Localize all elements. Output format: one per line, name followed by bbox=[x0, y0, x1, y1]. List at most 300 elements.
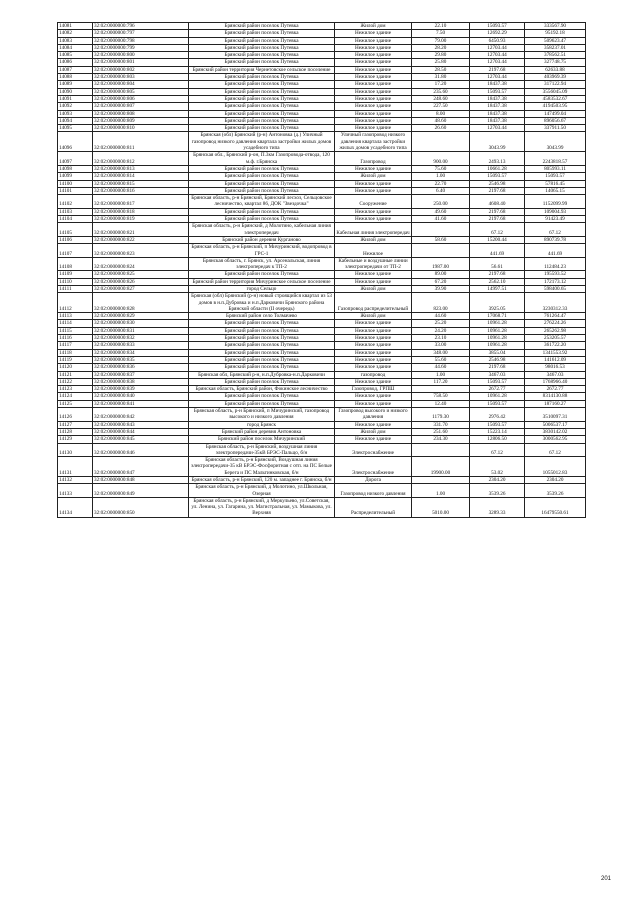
row-number-cell: 14084 bbox=[58, 44, 93, 51]
object-type-cell: Нежилое здание bbox=[335, 378, 412, 385]
cadastral-value-cell: 4194503.95 bbox=[525, 103, 586, 110]
area-cell: 227.50 bbox=[412, 103, 470, 110]
specific-value-cell: 18437.38 bbox=[470, 117, 525, 124]
row-number-cell: 14107 bbox=[58, 244, 93, 258]
area-cell: 49.60 bbox=[412, 208, 470, 215]
table-row bbox=[58, 443, 586, 457]
cadastral-number-cell: 32:02:0000000:829 bbox=[93, 313, 189, 320]
cadastral-number-cell: 32:02:0000000:817 bbox=[93, 195, 189, 209]
specific-value-cell: 12703.44 bbox=[470, 74, 525, 81]
object-type-cell: Электроснабжение bbox=[335, 457, 412, 477]
area-cell bbox=[412, 244, 470, 258]
area-cell: 235.60 bbox=[412, 88, 470, 95]
specific-value-cell: 2197.68 bbox=[470, 66, 525, 73]
area-cell: 251.60 bbox=[412, 428, 470, 435]
cadastral-value-cell: 253205.57 bbox=[525, 335, 586, 342]
specific-value-cell: 10961.28 bbox=[470, 335, 525, 342]
cadastral-value-cell: 361722.20 bbox=[525, 342, 586, 349]
specific-value-cell: 53.02 bbox=[470, 457, 525, 477]
area-cell: 900.00 bbox=[412, 152, 470, 166]
area-cell: 28.50 bbox=[412, 66, 470, 73]
row-number-cell: 14122 bbox=[58, 378, 93, 385]
table-row bbox=[58, 236, 586, 243]
cadastral-value-cell: 67.12 bbox=[525, 223, 586, 237]
specific-value-cell: 2197.68 bbox=[470, 187, 525, 194]
object-type-cell: Нежилое здание bbox=[335, 342, 412, 349]
address-cell: Брянский район территория Чернетовское сельское поселение bbox=[189, 66, 335, 73]
table-row bbox=[58, 271, 586, 278]
address-cell: Брянский район деревня Курганово bbox=[189, 236, 335, 243]
specific-value-cell: 15093.57 bbox=[470, 88, 525, 95]
object-type-cell: Нежилое здание bbox=[335, 125, 412, 132]
address-cell: Брянский район поселок Путевка bbox=[189, 44, 335, 51]
object-type-cell: Нежилое здание bbox=[335, 180, 412, 187]
table-row bbox=[58, 408, 586, 422]
cadastral-value-cell: 62633.88 bbox=[525, 66, 586, 73]
specific-value-cell: 2493.13 bbox=[470, 152, 525, 166]
row-number-cell: 14083 bbox=[58, 37, 93, 44]
row-number-cell: 14093 bbox=[58, 110, 93, 117]
address-cell: город Сельцо bbox=[189, 285, 335, 292]
address-cell: Брянский район поселок Путевка bbox=[189, 30, 335, 37]
object-type-cell: Нежилое здание bbox=[335, 66, 412, 73]
row-number-cell: 14118 bbox=[58, 349, 93, 356]
cadastral-number-cell: 32:02:0000000:814 bbox=[93, 173, 189, 180]
cadastral-number-cell: 32:02:0000000:839 bbox=[93, 386, 189, 393]
table-row bbox=[58, 342, 586, 349]
area-cell: 331.70 bbox=[412, 421, 470, 428]
object-type-cell: Газопровод низкого давления bbox=[335, 484, 412, 498]
address-cell: Брянский район поселок Путевка bbox=[189, 37, 335, 44]
address-cell: Брянская область, р-н Брянский, п Мичуринский, водопровод в ГРС-1 bbox=[189, 244, 335, 258]
table-body bbox=[58, 23, 586, 518]
table-row bbox=[58, 421, 586, 428]
row-number-cell: 14098 bbox=[58, 165, 93, 172]
area-cell bbox=[412, 443, 470, 457]
cadastral-number-cell: 32:02:0000000:832 bbox=[93, 335, 189, 342]
specific-value-cell: 10961.28 bbox=[470, 327, 525, 334]
object-type-cell: Нежилое здание bbox=[335, 165, 412, 172]
address-cell: Брянская область, р-н Брянский, д Меркульево, ул.Советская, ул. Ленина, ул. Гагарина, ул. Магистральная, ул. Мамыкова, ул. Верхняя bbox=[189, 497, 335, 517]
cadastral-value-cell: 403969.39 bbox=[525, 74, 586, 81]
cadastral-number-cell: 32:02:0000000:796 bbox=[93, 23, 189, 30]
cadastral-number-cell: 32:02:0000000:803 bbox=[93, 74, 189, 81]
address-cell: Брянский район поселок Путевка bbox=[189, 103, 335, 110]
cadastral-number-cell: 32:02:0000000:799 bbox=[93, 44, 189, 51]
area-cell: 25.20 bbox=[412, 320, 470, 327]
table-row bbox=[58, 132, 586, 152]
cadastral-value-cell: 327748.75 bbox=[525, 59, 586, 66]
cadastral-value-cell: 317122.94 bbox=[525, 81, 586, 88]
row-number-cell: 14116 bbox=[58, 335, 93, 342]
cadastral-value-cell: 16479550.61 bbox=[525, 497, 586, 517]
specific-value-cell: 3467.03 bbox=[470, 371, 525, 378]
specific-value-cell: 2546.98 bbox=[470, 356, 525, 363]
table-row bbox=[58, 223, 586, 237]
specific-value-cell: 2197.68 bbox=[470, 271, 525, 278]
specific-value-cell: 14997.51 bbox=[470, 285, 525, 292]
area-cell: 6.40 bbox=[412, 187, 470, 194]
address-cell: Брянский район поселок Путевка bbox=[189, 59, 335, 66]
cadastral-number-cell: 32:02:0000000:837 bbox=[93, 371, 189, 378]
address-cell: Брянский район территория Мичуринское сельское поселение bbox=[189, 278, 335, 285]
cadastral-value-cell: 2672.77 bbox=[525, 386, 586, 393]
table-row bbox=[58, 37, 586, 44]
specific-value-cell: 12703.44 bbox=[470, 44, 525, 51]
specific-value-cell: 4608.40 bbox=[470, 195, 525, 209]
cadastral-value-cell: 147499.04 bbox=[525, 110, 586, 117]
object-type-cell: Уличный газопровод низкого давления квартала застройки жилых домов усадебного типа bbox=[335, 132, 412, 152]
specific-value-cell: 2304.20 bbox=[470, 477, 525, 484]
row-number-cell: 14123 bbox=[58, 386, 93, 393]
object-type-cell: Нежилое здание bbox=[335, 117, 412, 124]
object-type-cell: Жилой дом bbox=[335, 313, 412, 320]
cadastral-number-cell: 32:02:0000000:833 bbox=[93, 342, 189, 349]
table-row bbox=[58, 244, 586, 258]
table-row bbox=[58, 477, 586, 484]
row-number-cell: 14128 bbox=[58, 428, 93, 435]
cadastral-number-cell: 32:02:0000000:850 bbox=[93, 497, 189, 517]
cadastral-value-cell: 3510097.31 bbox=[525, 408, 586, 422]
area-cell bbox=[412, 386, 470, 393]
table-row bbox=[58, 52, 586, 59]
specific-value-cell: 6450.93 bbox=[470, 37, 525, 44]
row-number-cell: 14089 bbox=[58, 81, 93, 88]
row-number-cell: 14097 bbox=[58, 152, 93, 166]
object-type-cell: Нежилое bbox=[335, 244, 412, 258]
address-cell: Брянская область, р-н Брянский, д Молотино, кабельная линия электропередач bbox=[189, 223, 335, 237]
table-row bbox=[58, 187, 586, 194]
row-number-cell: 14127 bbox=[58, 421, 93, 428]
cadastral-number-cell: 32:02:0000000:805 bbox=[93, 88, 189, 95]
cadastral-number-cell: 32:02:0000000:830 bbox=[93, 320, 189, 327]
address-cell: Брянская область, р-н Брянский, воздушная линия электропередачи-35кВ БРЭС-Пальцо, б/н bbox=[189, 443, 335, 457]
area-cell: 19900.00 bbox=[412, 457, 470, 477]
object-type-cell: Нежилое здание bbox=[335, 278, 412, 285]
address-cell: Брянский район поселок Путевка bbox=[189, 216, 335, 223]
table-row bbox=[58, 257, 586, 271]
area-cell: 24.20 bbox=[412, 327, 470, 334]
specific-value-cell: 15093.57 bbox=[470, 421, 525, 428]
object-type-cell: Нежилое здание bbox=[335, 208, 412, 215]
row-number-cell: 14094 bbox=[58, 117, 93, 124]
specific-value-cell: 12806.50 bbox=[470, 436, 525, 443]
row-number-cell: 14087 bbox=[58, 66, 93, 73]
address-cell: Брянский район поселок Путевка bbox=[189, 342, 335, 349]
table-row bbox=[58, 195, 586, 209]
cadastral-number-cell: 32:02:0000000:828 bbox=[93, 293, 189, 313]
specific-value-cell: 12703.44 bbox=[470, 52, 525, 59]
object-type-cell: Дорога bbox=[335, 477, 412, 484]
area-cell: 248.60 bbox=[412, 95, 470, 102]
cadastral-value-cell: 3230312.33 bbox=[525, 293, 586, 313]
table-row bbox=[58, 497, 586, 517]
object-type-cell: Нежилое здание bbox=[335, 327, 412, 334]
cadastral-value-cell: 265262.98 bbox=[525, 327, 586, 334]
address-cell: Брянская область, р-н Брянский, 120 м. западнее г. Брянска, б/н bbox=[189, 477, 335, 484]
cadastral-number-cell: 32:02:0000000:816 bbox=[93, 187, 189, 194]
address-cell: Брянский район поселок Путевка bbox=[189, 400, 335, 407]
address-cell: Брянский район поселок Путевка bbox=[189, 125, 335, 132]
table-row bbox=[58, 378, 586, 385]
table-row bbox=[58, 180, 586, 187]
table-row bbox=[58, 117, 586, 124]
address-cell: Брянский район поселок Путевка bbox=[189, 52, 335, 59]
area-cell: 41.60 bbox=[412, 216, 470, 223]
address-cell: Брянский район поселок Путевка bbox=[189, 110, 335, 117]
table-row bbox=[58, 457, 586, 477]
address-cell: Брянская область, р-н Брянский, д Молотино, ул.Школьная, Озерная bbox=[189, 484, 335, 498]
row-number-cell: 14101 bbox=[58, 187, 93, 194]
cadastral-number-cell: 32:02:0000000:812 bbox=[93, 152, 189, 166]
table-row bbox=[58, 428, 586, 435]
row-number-cell: 14114 bbox=[58, 320, 93, 327]
area-cell: 12.40 bbox=[412, 400, 470, 407]
area-cell: 17.20 bbox=[412, 81, 470, 88]
table-row bbox=[58, 30, 586, 37]
table-row bbox=[58, 23, 586, 30]
cadastral-value-cell: 890739.78 bbox=[525, 236, 586, 243]
table-row bbox=[58, 103, 586, 110]
table-row bbox=[58, 393, 586, 400]
cadastral-value-cell: 57816.45 bbox=[525, 180, 586, 187]
table-row bbox=[58, 81, 586, 88]
specific-value-cell: 10661.28 bbox=[470, 165, 525, 172]
row-number-cell: 14102 bbox=[58, 195, 93, 209]
cadastral-number-cell: 32:02:0000000:835 bbox=[93, 356, 189, 363]
row-number-cell: 14117 bbox=[58, 342, 93, 349]
cadastral-number-cell: 32:02:0000000:836 bbox=[93, 364, 189, 371]
area-cell: 1987.00 bbox=[412, 257, 470, 271]
row-number-cell: 14091 bbox=[58, 95, 93, 102]
cadastral-value-cell: 1152099.99 bbox=[525, 195, 586, 209]
cadastral-number-cell: 32:02:0000000:849 bbox=[93, 484, 189, 498]
cadastral-value-cell: 112484.23 bbox=[525, 257, 586, 271]
specific-value-cell: 15093.57 bbox=[470, 400, 525, 407]
specific-value-cell: 18437.38 bbox=[470, 110, 525, 117]
specific-value-cell: 15093.57 bbox=[470, 23, 525, 30]
row-number-cell: 14092 bbox=[58, 103, 93, 110]
cadastral-number-cell: 32:02:0000000:808 bbox=[93, 110, 189, 117]
cadastral-value-cell: 1768966.40 bbox=[525, 378, 586, 385]
address-cell: Брянская область, р-н Брянский, п Мичуринский, газопровод высокого и низкого давления bbox=[189, 408, 335, 422]
cadastral-value-cell: 509623.47 bbox=[525, 37, 586, 44]
cadastral-value-cell: 4583532.67 bbox=[525, 95, 586, 102]
specific-value-cell: 12703.44 bbox=[470, 125, 525, 132]
address-cell: Брянский район поселок Путевка bbox=[189, 271, 335, 278]
object-type-cell: Сооружение bbox=[335, 195, 412, 209]
row-number-cell: 14120 bbox=[58, 364, 93, 371]
row-number-cell: 14129 bbox=[58, 436, 93, 443]
table-row bbox=[58, 216, 586, 223]
address-cell: Брянский район поселок Путевка bbox=[189, 364, 335, 371]
cadastral-value-cell: 67.12 bbox=[525, 443, 586, 457]
area-cell: 79.00 bbox=[412, 37, 470, 44]
address-cell: Брянская область, р-н Брянский, Воздушная линия электропередачи-35 кВ БРЭС-Фосфоритная с отп. на ПС Белые Берега и ПС Мальтинковская, б/н bbox=[189, 457, 335, 477]
area-cell: 5010.00 bbox=[412, 497, 470, 517]
cadastral-value-cell: 8314130.88 bbox=[525, 393, 586, 400]
area-cell bbox=[412, 132, 470, 152]
cadastral-number-cell: 32:02:0000000:819 bbox=[93, 216, 189, 223]
specific-value-cell: 2197.68 bbox=[470, 216, 525, 223]
specific-value-cell: 441.69 bbox=[470, 244, 525, 258]
cadastral-value-cell: 3556045.09 bbox=[525, 88, 586, 95]
area-cell: 44.60 bbox=[412, 313, 470, 320]
address-cell: Брянская область, Брянский район, Фокинское лесничество bbox=[189, 386, 335, 393]
address-cell: Брянский район поселок Путевка bbox=[189, 23, 335, 30]
cadastral-value-cell: 337911.50 bbox=[525, 125, 586, 132]
address-cell: Брянская область, р-н Брянский, Брянский лесхоз, Сельцовское лесничество, квартал 86, ДОК "Звездочка" bbox=[189, 195, 335, 209]
cadastral-number-cell: 32:02:0000000:842 bbox=[93, 408, 189, 422]
cadastral-value-cell: 109004.93 bbox=[525, 208, 586, 215]
cadastral-number-cell: 32:02:0000000:813 bbox=[93, 165, 189, 172]
object-type-cell: Нежилое здание bbox=[335, 103, 412, 110]
table-row bbox=[58, 356, 586, 363]
area-cell: 23.10 bbox=[412, 335, 470, 342]
cadastral-value-cell: 141612.09 bbox=[525, 356, 586, 363]
row-number-cell: 14126 bbox=[58, 408, 93, 422]
table-row bbox=[58, 59, 586, 66]
area-cell: 758.50 bbox=[412, 393, 470, 400]
specific-value-cell: 2562.10 bbox=[470, 278, 525, 285]
table-row bbox=[58, 95, 586, 102]
address-cell: Брянский район поселок Путевка bbox=[189, 208, 335, 215]
cadastral-number-cell: 32:02:0000000:823 bbox=[93, 244, 189, 258]
cadastral-number-cell: 32:02:0000000:801 bbox=[93, 59, 189, 66]
object-type-cell: Распределительный bbox=[335, 497, 412, 517]
row-number-cell: 14100 bbox=[58, 180, 93, 187]
area-cell: 29.80 bbox=[412, 52, 470, 59]
cadastral-value-cell: 187160.27 bbox=[525, 400, 586, 407]
cadastral-number-cell: 32:02:0000000:797 bbox=[93, 30, 189, 37]
specific-value-cell: 12692.29 bbox=[470, 30, 525, 37]
cadastral-number-cell: 32:02:0000000:798 bbox=[93, 37, 189, 44]
object-type-cell: Жилой дом bbox=[335, 285, 412, 292]
specific-value-cell: 2672.77 bbox=[470, 386, 525, 393]
object-type-cell: Нежилое здание bbox=[335, 364, 412, 371]
area-cell: 75.60 bbox=[412, 165, 470, 172]
table-row bbox=[58, 278, 586, 285]
table-row bbox=[58, 293, 586, 313]
row-number-cell: 14131 bbox=[58, 457, 93, 477]
address-cell: Брянский район деревня Антоновка bbox=[189, 428, 335, 435]
cadastral-value-cell: 333567.90 bbox=[525, 23, 586, 30]
specific-value-cell: 3539.26 bbox=[470, 484, 525, 498]
specific-value-cell: 10961.28 bbox=[470, 320, 525, 327]
cadastral-number-cell: 32:02:0000000:831 bbox=[93, 327, 189, 334]
address-cell: Брянская (обл) Брянский (р-н) Антоновка (д.) Уличный газопровод низкого давления квартала застройки жилых домов усадебного типа bbox=[189, 132, 335, 152]
cadastral-value-cell: 98016.53 bbox=[525, 364, 586, 371]
area-cell: 48.60 bbox=[412, 117, 470, 124]
area-cell: 7.50 bbox=[412, 30, 470, 37]
specific-value-cell: 2546.98 bbox=[470, 180, 525, 187]
cadastral-number-cell: 32:02:0000000:844 bbox=[93, 428, 189, 435]
cadastral-value-cell: 3830142.02 bbox=[525, 428, 586, 435]
row-number-cell: 14125 bbox=[58, 400, 93, 407]
address-cell: Брянский район поселок Путевка bbox=[189, 81, 335, 88]
area-cell: 234.30 bbox=[412, 436, 470, 443]
row-number-cell: 14082 bbox=[58, 30, 93, 37]
object-type-cell: Нежилое здание bbox=[335, 436, 412, 443]
area-cell: 1.00 bbox=[412, 484, 470, 498]
address-cell: Брянский район поселок Путевка bbox=[189, 165, 335, 172]
object-type-cell: Нежилое здание bbox=[335, 81, 412, 88]
cadastral-number-cell: 32:02:0000000:840 bbox=[93, 393, 189, 400]
table-row bbox=[58, 400, 586, 407]
cadastral-value-cell: 5006537.17 bbox=[525, 421, 586, 428]
area-cell: 823.00 bbox=[412, 293, 470, 313]
cadastral-value-cell: 172173.12 bbox=[525, 278, 586, 285]
cadastral-number-cell: 32:02:0000000:804 bbox=[93, 81, 189, 88]
table-row bbox=[58, 313, 586, 320]
object-type-cell: Нежилое здание bbox=[335, 37, 412, 44]
address-cell: Брянский район поселок Путевка bbox=[189, 335, 335, 342]
specific-value-cell: 10961.28 bbox=[470, 342, 525, 349]
cadastral-value-cell: 2304.20 bbox=[525, 477, 586, 484]
cadastral-number-cell: 32:02:0000000:827 bbox=[93, 285, 189, 292]
object-type-cell: Кабельная линия электропередач bbox=[335, 223, 412, 237]
row-number-cell: 14134 bbox=[58, 497, 93, 517]
object-type-cell: Жилой дом bbox=[335, 428, 412, 435]
object-type-cell: Нежилое здание bbox=[335, 187, 412, 194]
specific-value-cell: 3855.04 bbox=[470, 349, 525, 356]
area-cell: 1.00 bbox=[412, 173, 470, 180]
cadastral-number-cell: 32:02:0000000:821 bbox=[93, 223, 189, 237]
area-cell: 1.00 bbox=[412, 371, 470, 378]
area-cell: 39.90 bbox=[412, 285, 470, 292]
table-row bbox=[58, 208, 586, 215]
area-cell: 22.10 bbox=[412, 23, 470, 30]
specific-value-cell: 2197.68 bbox=[470, 364, 525, 371]
table-row bbox=[58, 88, 586, 95]
table-row bbox=[58, 74, 586, 81]
cadastral-number-cell: 32:02:0000000:800 bbox=[93, 52, 189, 59]
table-row bbox=[58, 371, 586, 378]
object-type-cell: Газопровод распределительный bbox=[335, 293, 412, 313]
row-number-cell: 14132 bbox=[58, 477, 93, 484]
cadastral-value-cell: 378562.51 bbox=[525, 52, 586, 59]
row-number-cell: 14121 bbox=[58, 371, 93, 378]
row-number-cell: 14110 bbox=[58, 278, 93, 285]
table-row bbox=[58, 364, 586, 371]
cadastral-value-cell: 91423.49 bbox=[525, 216, 586, 223]
address-cell: Брянский район поселок Путевка bbox=[189, 117, 335, 124]
object-type-cell: Нежилое здание bbox=[335, 393, 412, 400]
specific-value-cell: 2197.68 bbox=[470, 208, 525, 215]
object-type-cell: Нежилое здание bbox=[335, 74, 412, 81]
specific-value-cell: 56.61 bbox=[470, 257, 525, 271]
area-cell: 1179.30 bbox=[412, 408, 470, 422]
area-cell: 26.60 bbox=[412, 125, 470, 132]
cadastral-number-cell: 32:02:0000000:815 bbox=[93, 180, 189, 187]
address-cell: Брянская область, г. Брянск, ул. Арсенальская, линия электропередач к ТП-2 bbox=[189, 257, 335, 271]
cadastral-number-cell: 32:02:0000000:838 bbox=[93, 378, 189, 385]
object-type-cell: Нежилое здание bbox=[335, 349, 412, 356]
cadastral-value-cell: 95192.18 bbox=[525, 30, 586, 37]
area-cell: 89.00 bbox=[412, 271, 470, 278]
object-type-cell: Нежилое здание bbox=[335, 320, 412, 327]
area-cell bbox=[412, 223, 470, 237]
cadastral-value-cell: 1341553.92 bbox=[525, 349, 586, 356]
area-cell: 31.80 bbox=[412, 74, 470, 81]
row-number-cell: 14095 bbox=[58, 125, 93, 132]
row-number-cell: 14081 bbox=[58, 23, 93, 30]
object-type-cell: Жилой дом bbox=[335, 23, 412, 30]
cadastral-value-cell: 1055012.83 bbox=[525, 457, 586, 477]
table-row bbox=[58, 125, 586, 132]
table-row bbox=[58, 285, 586, 292]
table-row bbox=[58, 386, 586, 393]
